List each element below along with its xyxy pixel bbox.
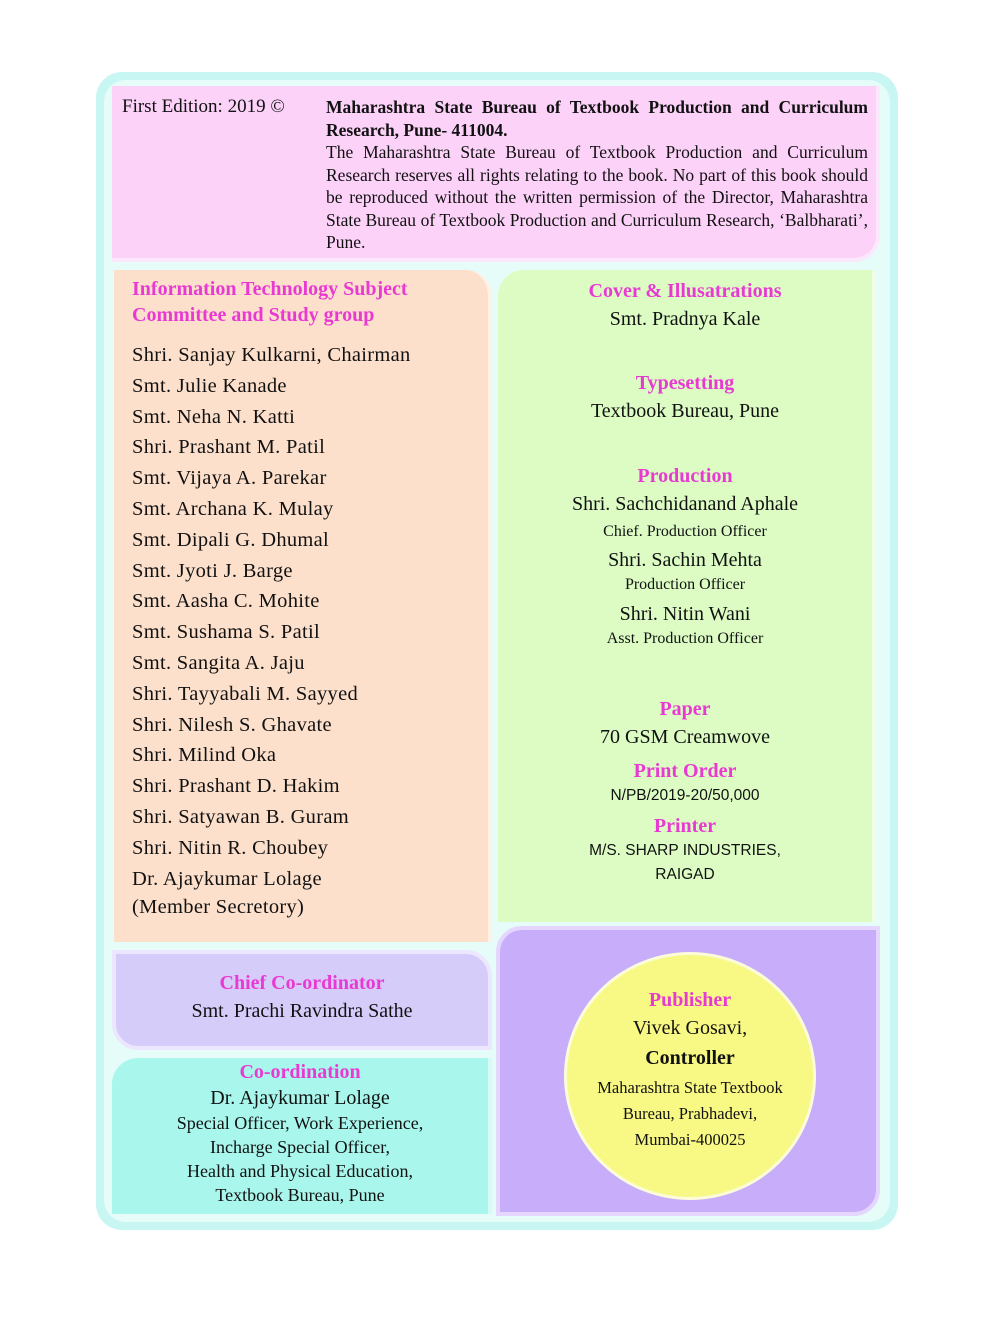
cover-name: Smt. Pradnya Kale [609, 308, 761, 330]
coordination-heading: Co-ordination [239, 1061, 361, 1083]
list-item: Shri. Nitin R. Choubey [132, 836, 329, 859]
printer-line-2: RAIGAD [655, 866, 715, 883]
print-order-heading: Print Order [633, 760, 737, 782]
typesetting-name: Textbook Bureau, Pune [590, 400, 779, 422]
print-order-section [498, 758, 872, 808]
publisher-name: Vivek Gosavi, [632, 1017, 748, 1039]
list-item: Shri. Prashant M. Patil [132, 436, 326, 459]
publisher-heading: Publisher [648, 989, 732, 1011]
cover-section [498, 278, 872, 334]
chief-name: Smt. Prachi Ravindra Sathe [191, 1000, 413, 1022]
publisher-title: Controller [645, 1047, 735, 1069]
production-role-1: Chief. Production Officer [603, 523, 767, 540]
coordination-panel [112, 1058, 492, 1214]
coordination-line-1: Special Officer, Work Experience, [176, 1113, 424, 1133]
list-item: Dr. Ajaykumar Lolage [132, 867, 322, 890]
copyright-text [326, 96, 868, 254]
list-item: Smt. Neha N. Katti [132, 405, 296, 428]
printer-heading: Printer [653, 815, 717, 837]
list-item: Smt. Sushama S. Patil [132, 621, 320, 644]
publisher-line-1: Maharashtra State Textbook [597, 1078, 783, 1097]
list-item: Shri. Satyawan B. Guram [132, 805, 349, 828]
list-item: Shri. Prashant D. Hakim [132, 775, 340, 798]
production-person-1: Shri. Sachchidanand Aphale [571, 493, 799, 515]
paper-section [498, 696, 872, 752]
production-person-2: Shri. Sachin Mehta [608, 549, 762, 571]
coordination-line-4: Textbook Bureau, Pune [215, 1185, 385, 1205]
production-person-3: Shri. Nitin Wani [619, 603, 751, 625]
cover-heading: Cover & Illusatrations [588, 280, 782, 302]
list-item: Smt. Aasha C. Mohite [132, 590, 320, 613]
printer-section [498, 813, 872, 887]
paper-value: 70 GSM Creamwove [600, 726, 770, 748]
publisher-panel [496, 926, 880, 1216]
edition-text: First Edition: 2019 © [122, 96, 285, 117]
coordination-line-3: Health and Physical Education, [187, 1161, 413, 1181]
publisher-circle [564, 952, 816, 1200]
production-heading: Production [637, 465, 733, 487]
list-item: Smt. Vijaya A. Parekar [132, 467, 327, 490]
production-role-3: Asst. Production Officer [606, 630, 764, 647]
coordination-name: Dr. Ajaykumar Lolage [210, 1087, 390, 1109]
typesetting-heading: Typesetting [635, 372, 735, 394]
publisher-name: Maharashtra State Bureau of Textbook Production and Curriculum Research, Pune- 411004. [326, 97, 868, 140]
publisher-line-3: Mumbai-400025 [634, 1130, 746, 1149]
printer-line-1: M/S. SHARP INDUSTRIES, [589, 842, 781, 859]
member-list [132, 340, 411, 920]
chief-coordinator-panel [112, 950, 492, 1050]
print-order-value: N/PB/2019-20/50,000 [610, 787, 760, 804]
member-note: (Member Secretory) [132, 896, 305, 919]
production-section [498, 463, 872, 649]
list-item: Shri. Nilesh S. Ghavate [132, 713, 332, 736]
credits-panel [498, 270, 876, 922]
list-item: Shri. Sanjay Kulkarni, Chairman [132, 344, 411, 366]
rights-text: The Maharashtra State Bureau of Textbook Production and Curriculum Research reserves all rights relating to the book. No part of this book should be reproduced without the written permission of the Director, Maharashtra State Bureau of Textbook Production and Curriculum Research, ‘Balbharati’, Pune. [326, 142, 868, 252]
paper-heading: Paper [659, 698, 711, 720]
publisher-line-2: Bureau, Prabhadevi, [622, 1104, 758, 1123]
copyright-panel [112, 86, 880, 262]
list-item: Shri. Milind Oka [132, 744, 277, 767]
committee-panel [114, 270, 492, 942]
committee-heading: Information Technology Subject Committee and Study group [132, 278, 408, 326]
production-role-2: Production Officer [624, 576, 746, 593]
coordination-line-2: Incharge Special Officer, [209, 1137, 391, 1157]
chief-heading: Chief Co-ordinator [219, 972, 385, 994]
typesetting-section [498, 370, 872, 426]
list-item: Smt. Julie Kanade [132, 374, 287, 397]
list-item: Smt. Dipali G. Dhumal [132, 528, 330, 551]
list-item: Smt. Sangita A. Jaju [132, 651, 305, 674]
list-item: Shri. Tayyabali M. Sayyed [132, 682, 359, 705]
list-item: Smt. Archana K. Mulay [132, 497, 334, 520]
list-item: Smt. Jyoti J. Barge [132, 559, 293, 582]
